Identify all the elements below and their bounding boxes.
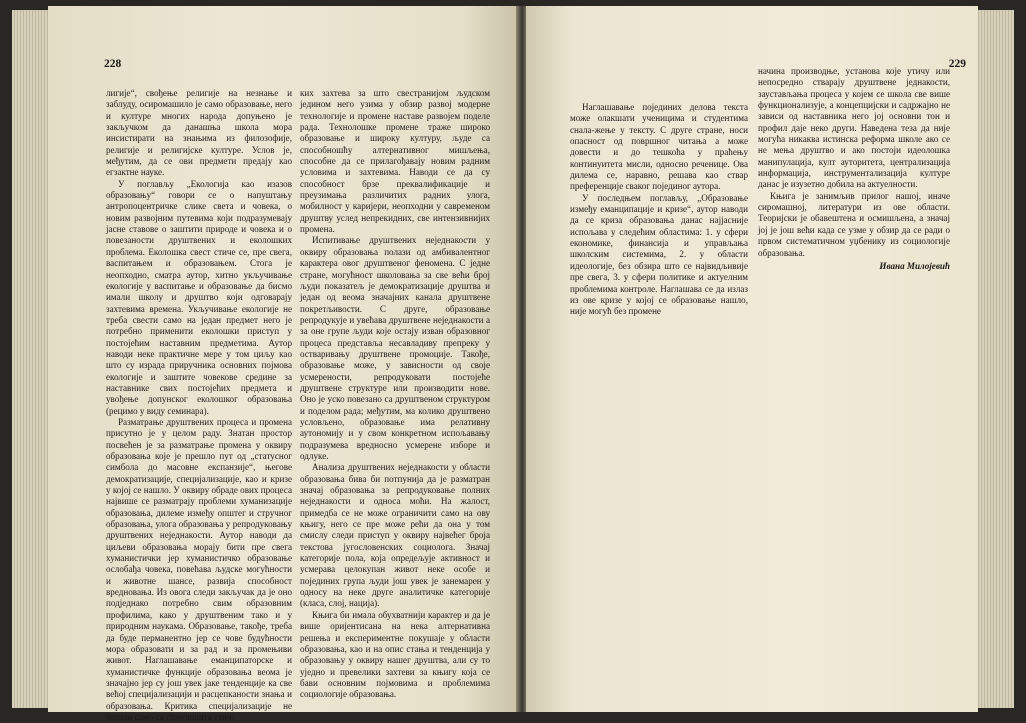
author-signature: Ивана Милојевић [879, 260, 950, 271]
page-number-left: 228 [104, 58, 122, 70]
paragraph: Разматрање друштвених процеса и промена присутно је у целом раду. Знатан простор посвећен је за разматрање промена у оквиру образовања које је прешло пут од „статусног симбола до масовне експанзије“, његове демократизације, специјализације, као и кризе у којој се нашло. У оквиру обраде ових процеса највише се разматрају проблеми хуманизације образовања, дилеме између општег и стручног образовања, улога образовања у репродуковању друштвених неједнакости. Аутор наводи да циљеви образовања морају бити пре свега хуманистички јер хуманистичко образовање ослобађа човека, повећава људске могућности и животне шансе, развија способност вредновања. Из овога следи закључак да је оно подједнако потребно свим образовним профилима, како у друштвеним тако и у природним наукама. Образовање, такође, треба да буде перманентно јер се чове будућности мора образовати и за рад и за промењиви живот. Наглашавање еманципаторске и хуманистичке функције образовања веома је значајно јер су још увек јаке тенденције ка све већој специјализацији и расцепканости знања и образовања. Критика специјализације не полази само са становишта етич- [106, 416, 292, 722]
paragraph: Наглашавање појединих делова текста може олакшати ученицима и студентима снала-жење у тексту. С друге стране, носи опасност од површног читања а може довести и до тешкоћа у праћењу континуитета мисли, односно реченице. Ова дилема се, наравно, решава као ствар преференције сваког појединог аутора. [570, 102, 748, 192]
left-page [48, 6, 518, 722]
paragraph: начина производње, установа које утичу или непосредно стварају друштвене једнакости, заустављања процеса у којем се школа све више функционализује, а концепцијски и садржајно не зависи од наставника него јој основни тон и профил даје неко други. Наведена теза да није могућа никаква истинска реформа школе ако се не мења друштво и ако постоји идеолошка манипулација, култ ауторитета, централизација информација, инструментализација културе данас је изузетно добила на актуелности. [758, 66, 950, 190]
right-page-edges [976, 10, 1014, 708]
left-page-edges [12, 10, 50, 708]
right-page [526, 6, 978, 712]
right-column-2 [758, 66, 950, 272]
paragraph: ких захтева за што свестранијом људском једином него узима у обзир развој модерне технологије и промене наставе развојем поделе рада. Технолошке промене траже широко образовање и широку културу, људе са способношћу алтернативног мишљења, способне да се прилагођавају новим радним условима и захтевима. Наводи се да су способност брзе преквалификације и преузимања различитих радних улога, мобилност у каријери, неопходни у савременом друштву услед непрекидних, све интензивнијих промена. [300, 88, 490, 235]
paragraph: Књига је занимљив прилог нашој, иначе сиромашној, литератури из ове области. Теоријски је обавештена и осмишљена, а значај јој је још већи када се узме у обзир да се ради о првом систематичном уџбенику из социологије образовања. [758, 190, 950, 258]
paragraph: У поглављу „Екологија као изазов образовању“ говори се о напуштању антропоцентричке слике света и човека, о новим развојним путевима који подразумевају јасне ставове о заштити природе и човека и о повезаности друштвених и еколошких проблема. Еколошка свест стиче се, пре свега, васпитањем и образовањем. Стога је неопходно, сматра аутор, хитно укључивање екологије у васпитање и образовање да бисмо имали школу и друштво који одговарају захтевима времена. Укључивање екологије не треба свести само на један предмет него је потребно применити еколошки приступ у постојећим наставним предметима. Аутор наводи неке практичне мере у том циљу као што су израда приручника основних појмова екологије и заштите човекове средине за наставнике свих постојећих предмета и увођење допунског еколошког образовања (рецимо у виду семинара). [106, 178, 292, 416]
left-column-1 [106, 88, 292, 723]
right-column-1 [570, 102, 748, 318]
page-number-right: 229 [948, 58, 966, 70]
paragraph: У последњем поглављу, „Образовање између еманципације и кризе“, аутор наводи да се криза образовања данас најјасније испољава у следећим областима: 1. у сфери економике, финансија и управљања школским системима, 2. у области идеологије, без обзира што се највидљивије пре свега, 3. у сфери политике и актуелним проблемима контроле. Наглашава се да излаз из ове кризе у којој се образовање нашло, није могућ без промене [570, 192, 748, 317]
paragraph: Анализа друштвених неједнакости у области образовања бива би потпунија да је разматран значај образовања за репродуковање полних неједнакости и односа моћи. На жалост, примедба се не може ограничити само на ову књигу, него се пре може рећи да она у том смислу следи приступ у оквиру највећег броја текстова југословенских социолога. Значај категорије пола, која опредељује активност и усмерава целокупан живот неке особе и појединих група људи још увек је занемарен у односу на неке друге аналитичке категорије (класа, слој, нација). [300, 462, 490, 609]
paragraph: Књига би имала обухватнији карактер и да је више оријентисана на нека алтернативна решења и експериментне покушаје у области образовања, као и на опис стања и тенденција у образовању у оквиру нашег друштва, али су то уједно и превелики захтеви за књигу која се бави основним појмовима и проблемима социологије образовања. [300, 609, 490, 700]
paragraph: лигије“, свођење религије на незнање и заблуду, осиромашило је само образовање, него и културе многих народа допуњено је закључком да данашња школа мора инсистирати на знањима из филозофије, религије и религијске културе. Услов је, међутим, да се ови предмети предају као егзактне науке. [106, 88, 292, 178]
paragraph: Испитивање друштвених неједнакости у оквиру образовања полази од амбивалентног карактера овог друштвеног феномена. С једне стране, могућност школовања за све већи број људи показатељ је демократизације друштва и један од веома значајних канала друштвене покретљивости. С друге, образовање репродукује и увећава друштвене неједнакости а за оне групе људи које остају изван образовног процеса представља несавладиву препреку у остваривању друштвене промоције. Такође, образовање може, у зависности од своје усмерености, репродуковати постојеће друштвене структуре или производити нове. Оно је уско повезано са друштвеном структуром и поделом рада; међутим, ма колико друштвено условљено, образовање има релативну аутономију и у свом конкретном испољавању подразумева вредносно усмерене изборе и одлуке. [300, 235, 490, 461]
left-column-2 [300, 88, 490, 701]
